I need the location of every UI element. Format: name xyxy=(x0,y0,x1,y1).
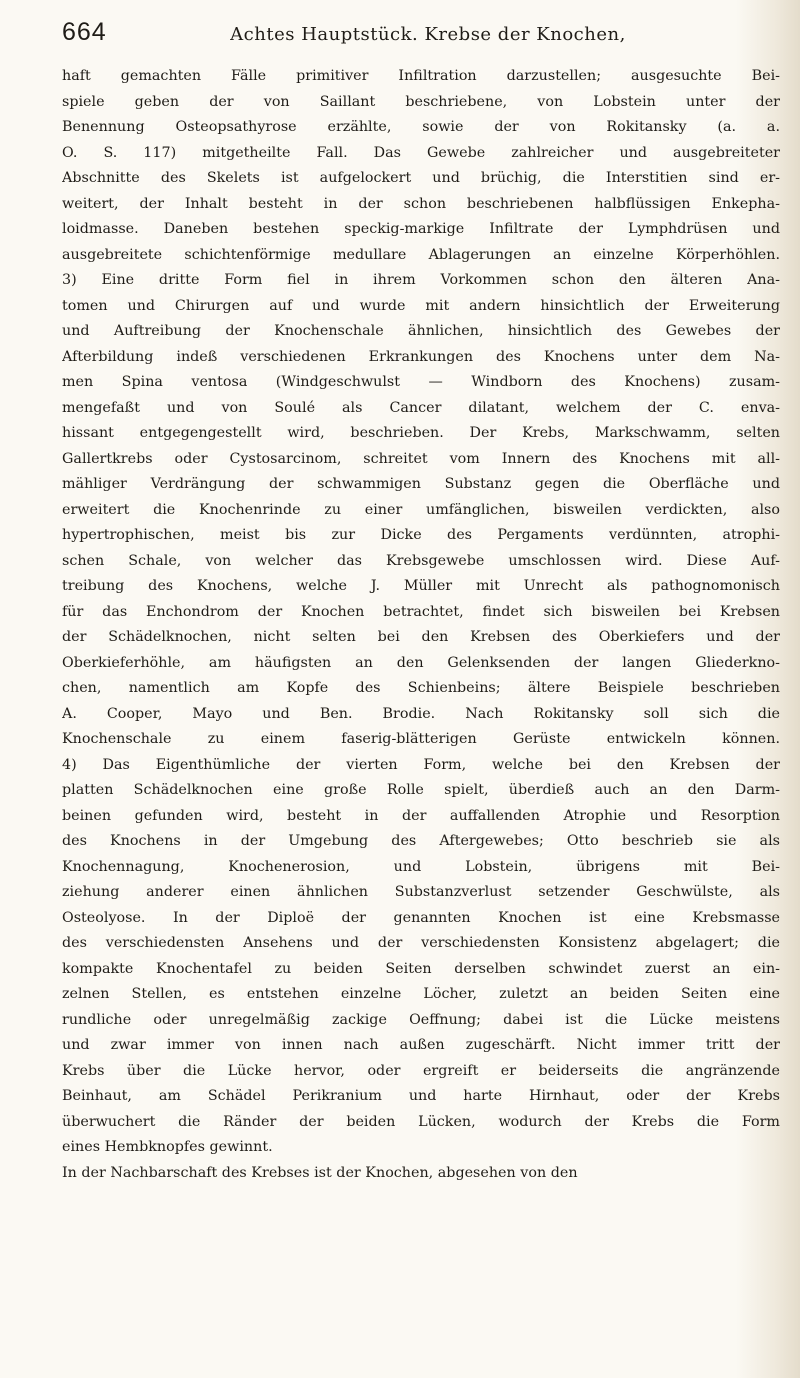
text-line: für das Enchondrom der Knochen betrachtet, findet sich bisweilen bei Krebsen xyxy=(62,603,780,620)
text-line: tomen und Chirurgen auf und wurde mit andern hinsichtlich der Erweiterung xyxy=(62,297,780,314)
text-line: des verschiedensten Ansehens und der verschiedensten Konsistenz abgelagert; die xyxy=(62,935,780,951)
text-line: Oberkieferhöhle, am häufigsten an den Gelenksenden der langen Gliederkno- xyxy=(62,654,780,671)
text-line: schen Schale, von welcher das Krebsgewebe umschlossen wird. Diese Auf- xyxy=(62,552,780,569)
text-line: und zwar immer von innen nach außen zugeschärft. Nicht immer tritt der xyxy=(62,1037,780,1053)
text-line: hissant entgegengestellt wird, beschrieben. Der Krebs, Markschwamm, selten xyxy=(62,425,780,441)
text-line: rundliche oder unregelmäßig zackige Oeffnung; dabei ist die Lücke meistens xyxy=(62,1011,780,1028)
text-line: mähliger Verdrängung der schwammigen Substanz gegen die Oberfläche und xyxy=(62,476,780,492)
text-line: überwuchert die Ränder der beiden Lücken, wodurch der Krebs die Form xyxy=(62,1113,780,1130)
text-line: A. Cooper, Mayo und Ben. Brodie. Nach Rokitansky soll sich die xyxy=(62,705,780,722)
text-line: Knochennagung, Knochenerosion, und Lobstein, übrigens mit Bei- xyxy=(62,858,780,875)
text-line: weitert, der Inhalt besteht in der schon beschriebenen halbflüssigen Enkepha- xyxy=(62,195,780,212)
text-line: Knochenschale zu einem faserig-blätterigen Gerüste entwickeln können. xyxy=(62,731,780,747)
running-head xyxy=(62,18,762,54)
text-line: zelnen Stellen, es entstehen einzelne Löcher, zuletzt an beiden Seiten eine xyxy=(62,986,780,1002)
text-line: des Knochens in der Umgebung des Aftergewebes; Otto beschrieb sie als xyxy=(62,833,780,849)
text-line: 3) Eine dritte Form fiel in ihrem Vorkommen schon den älteren Ana- xyxy=(62,272,780,288)
text-line: ziehung anderer einen ähnlichen Substanzverlust setzender Geschwülste, als xyxy=(62,884,780,900)
text-line: der Schädelknochen, nicht selten bei den Krebsen des Oberkiefers und der xyxy=(62,629,780,645)
text-line: haft gemachten Fälle primitiver Infiltration darzustellen; ausgesuchte Bei- xyxy=(62,68,780,84)
text-line: kompakte Knochentafel zu beiden Seiten derselben schwindet zuerst an ein- xyxy=(62,960,780,977)
text-line: Abschnitte des Skelets ist aufgelockert und brüchig, die Interstitien sind er- xyxy=(62,170,780,186)
text-line: Benennung Osteopsathyrose erzählte, sowie der von Rokitansky (a. a. xyxy=(62,119,780,135)
body-text xyxy=(62,64,780,1364)
text-line: Osteolyose. In der Diploë der genannten Knochen ist eine Krebsmasse xyxy=(62,909,780,926)
text-line: Krebs über die Lücke hervor, oder ergreift er beiderseits die angränzende xyxy=(62,1062,780,1079)
text-line: treibung des Knochens, welche J. Müller mit Unrecht als pathognomonisch xyxy=(62,578,780,594)
text-line: und Auftreibung der Knochenschale ähnlichen, hinsichtlich des Gewebes der xyxy=(62,323,780,339)
text-line: beinen gefunden wird, besteht in der auffallenden Atrophie und Resorption xyxy=(62,807,780,824)
running-title: Achtes Hauptstück. Krebse der Knochen, xyxy=(230,24,626,45)
text-line: Gallertkrebs oder Cystosarcinom, schreitet vom Innern des Knochens mit all- xyxy=(62,450,780,467)
text-line: men Spina ventosa (Windgeschwulst — Windborn des Knochens) zusam- xyxy=(62,374,780,390)
text-line: Afterbildung indeß verschiedenen Erkrankungen des Knochens unter dem Na- xyxy=(62,348,780,365)
text-line: platten Schädelknochen eine große Rolle spielt, überdieß auch an den Darm- xyxy=(62,782,780,798)
text-line: chen, namentlich am Kopfe des Schienbeins; ältere Beispiele beschrieben xyxy=(62,680,780,696)
text-line: Beinhaut, am Schädel Perikranium und harte Hirnhaut, oder der Krebs xyxy=(62,1088,780,1104)
text-line: eines Hembknopfes gewinnt. xyxy=(62,1139,273,1155)
text-line: In der Nachbarschaft des Krebses ist der Knochen, abgesehen von den xyxy=(62,1164,578,1181)
text-line: mengefaßt und von Soulé als Cancer dilatant, welchem der C. enva- xyxy=(62,399,780,416)
text-line: 4) Das Eigenthümliche der vierten Form, welche bei den Krebsen der xyxy=(62,756,780,773)
text-line: ausgebreitete schichtenförmige medullare Ablagerungen an einzelne Körperhöhlen. xyxy=(62,246,780,263)
text-line: O. S. 117) mitgetheilte Fall. Das Gewebe zahlreicher und ausgebreiteter xyxy=(62,144,780,161)
text-line: erweitert die Knochenrinde zu einer umfänglichen, bisweilen verdickten, also xyxy=(62,501,780,518)
text-line: spiele geben der von Saillant beschriebene, von Lobstein unter der xyxy=(62,93,780,110)
text-line: loidmasse. Daneben bestehen speckig-markige Infiltrate der Lymphdrüsen und xyxy=(62,221,780,237)
text-line: hypertrophischen, meist bis zur Dicke des Pergaments verdünnten, atrophi- xyxy=(62,527,780,543)
page-number: 664 xyxy=(62,18,107,46)
